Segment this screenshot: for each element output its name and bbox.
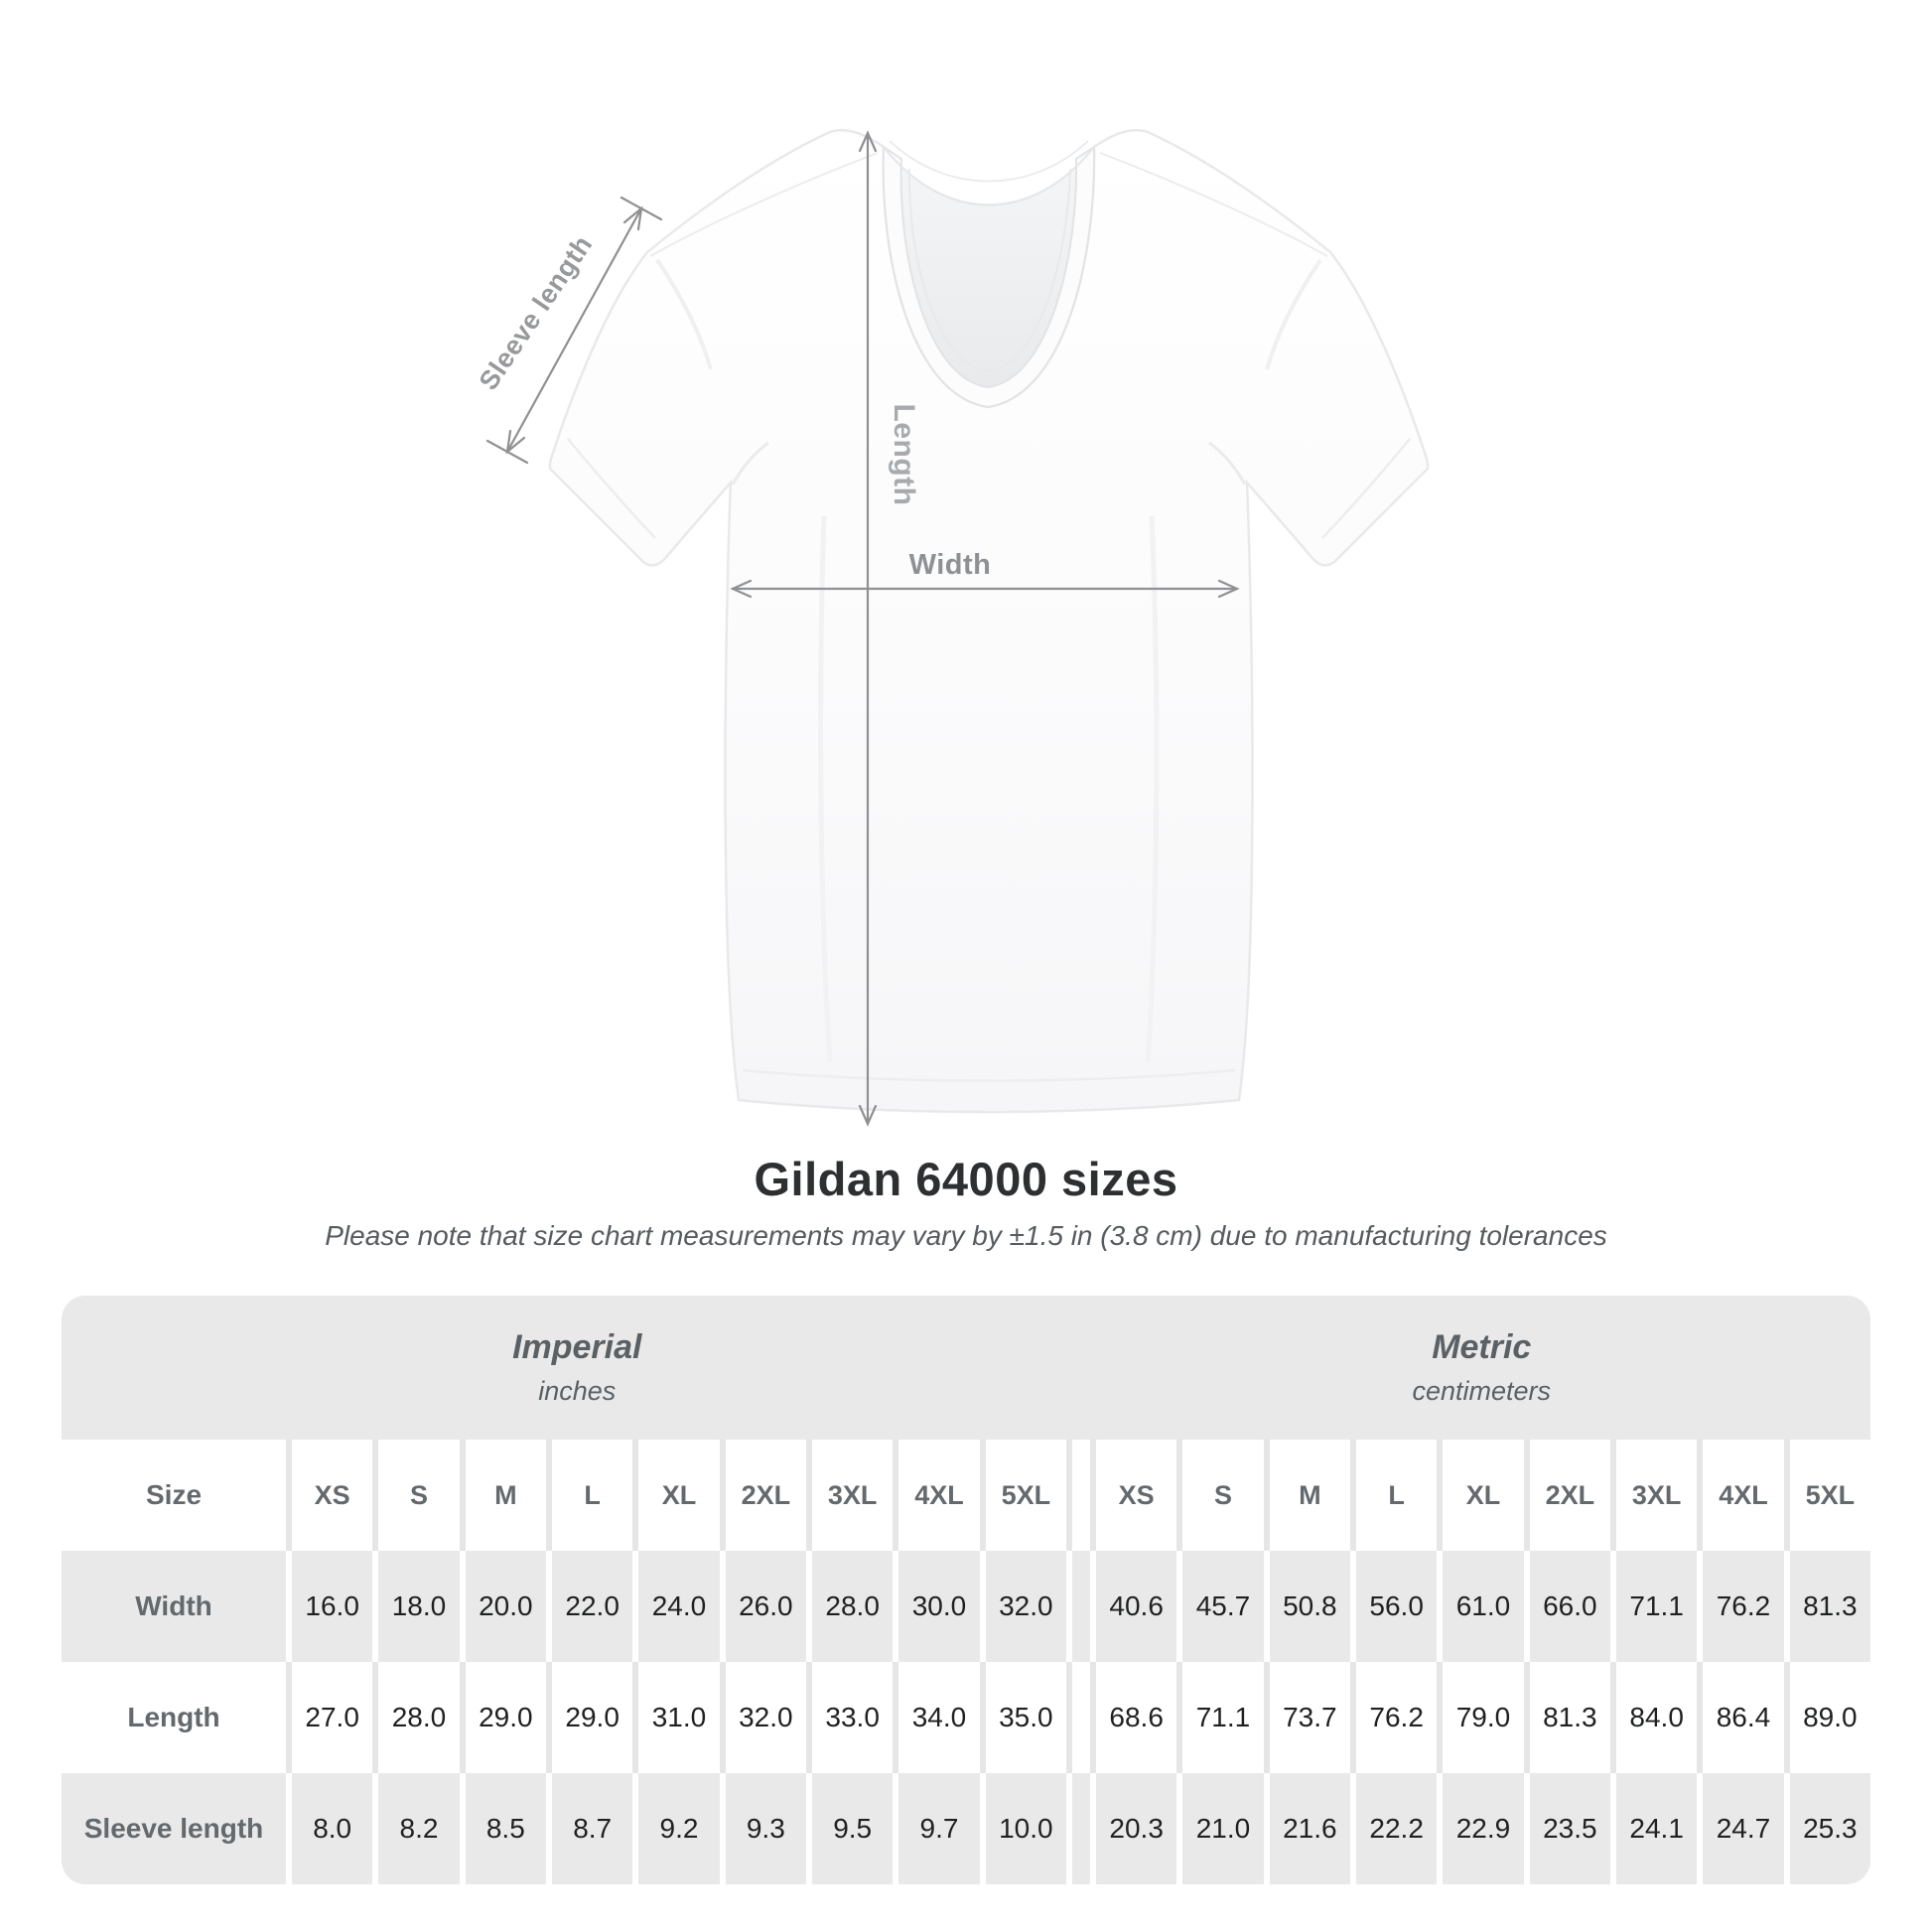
table-cell: 18.0 — [372, 1551, 459, 1662]
size-col-header: L — [1350, 1440, 1437, 1551]
table-cell: 50.8 — [1264, 1551, 1350, 1662]
table-cell: 76.2 — [1350, 1662, 1437, 1773]
size-col-header: XS — [1090, 1440, 1176, 1551]
table-cell: 76.2 — [1697, 1551, 1783, 1662]
mid-gap — [1066, 1662, 1090, 1773]
table-cell: 22.2 — [1350, 1773, 1437, 1884]
table-cell: 84.0 — [1610, 1662, 1697, 1773]
size-col-header: 2XL — [720, 1440, 806, 1551]
table-cell: 20.0 — [460, 1551, 546, 1662]
size-col-header: M — [460, 1440, 546, 1551]
row-label: Length — [62, 1662, 286, 1773]
size-col-header: S — [1176, 1440, 1263, 1551]
table-cell: 22.0 — [546, 1551, 632, 1662]
size-col-header: 2XL — [1524, 1440, 1610, 1551]
table-cell: 8.2 — [372, 1773, 459, 1884]
table-cell: 28.0 — [372, 1662, 459, 1773]
size-col-header: 4XL — [1697, 1440, 1783, 1551]
table-cell: 29.0 — [546, 1662, 632, 1773]
size-col-header: XL — [632, 1440, 719, 1551]
page-title: Gildan 64000 sizes — [754, 1153, 1178, 1205]
table-cell: 24.1 — [1610, 1773, 1697, 1884]
table-cell: 28.0 — [806, 1551, 893, 1662]
size-col-header: 5XL — [1784, 1440, 1870, 1551]
length-label: Length — [888, 403, 920, 506]
sleeve-length-label: Sleeve length — [473, 229, 599, 396]
width-label: Width — [908, 549, 992, 581]
table-cell: 16.0 — [286, 1551, 372, 1662]
table-cell: 21.6 — [1264, 1773, 1350, 1884]
table-cell: 8.0 — [286, 1773, 372, 1884]
table-cell: 71.1 — [1610, 1551, 1697, 1662]
table-cell: 8.7 — [546, 1773, 632, 1884]
table-cell: 81.3 — [1784, 1551, 1870, 1662]
size-col-header: 4XL — [893, 1440, 979, 1551]
imperial-title: Imperial — [512, 1328, 642, 1366]
metric-header — [1093, 1328, 1870, 1407]
table-cell: 71.1 — [1176, 1662, 1263, 1773]
size-col-header: S — [372, 1440, 459, 1551]
tolerance-note: Please note that size chart measurements may vary by ±1.5 in (3.8 cm) due to manufacturing tolerances — [325, 1220, 1607, 1251]
size-chart-card — [62, 1296, 1870, 1884]
tshirt-shape — [550, 130, 1428, 1112]
size-col-header: 3XL — [806, 1440, 893, 1551]
size-col-header: XS — [286, 1440, 372, 1551]
table-cell: 45.7 — [1176, 1551, 1263, 1662]
table-cell: 20.3 — [1090, 1773, 1176, 1884]
table-cell: 68.6 — [1090, 1662, 1176, 1773]
table-cell: 81.3 — [1524, 1662, 1610, 1773]
imperial-header — [62, 1328, 1093, 1407]
table-cell: 40.6 — [1090, 1551, 1176, 1662]
table-cell: 22.9 — [1437, 1773, 1523, 1884]
table-cell: 32.0 — [720, 1662, 806, 1773]
size-col-header: M — [1264, 1440, 1350, 1551]
table-cell: 26.0 — [720, 1551, 806, 1662]
table-cell: 10.0 — [980, 1773, 1066, 1884]
mid-gap — [1066, 1773, 1090, 1884]
table-cell: 8.5 — [460, 1773, 546, 1884]
size-col-header: 5XL — [980, 1440, 1066, 1551]
table-cell: 9.3 — [720, 1773, 806, 1884]
size-col-header: XL — [1437, 1440, 1523, 1551]
table-cell: 35.0 — [980, 1662, 1066, 1773]
table-header-band — [62, 1296, 1870, 1440]
row-label: Sleeve length — [62, 1773, 286, 1884]
size-col-header: L — [546, 1440, 632, 1551]
table-cell: 61.0 — [1437, 1551, 1523, 1662]
mid-gap — [1066, 1440, 1090, 1551]
row-label: Width — [62, 1551, 286, 1662]
table-cell: 56.0 — [1350, 1551, 1437, 1662]
metric-title: Metric — [1432, 1328, 1532, 1366]
mid-gap — [1066, 1551, 1090, 1662]
table-cell: 66.0 — [1524, 1551, 1610, 1662]
table-cell: 9.5 — [806, 1773, 893, 1884]
table-cell: 34.0 — [893, 1662, 979, 1773]
table-cell: 21.0 — [1176, 1773, 1263, 1884]
table-cell: 27.0 — [286, 1662, 372, 1773]
table-cell: 23.5 — [1524, 1773, 1610, 1884]
size-col-header: 3XL — [1610, 1440, 1697, 1551]
table-cell: 30.0 — [893, 1551, 979, 1662]
table-cell: 24.7 — [1697, 1773, 1783, 1884]
table-cell: 31.0 — [632, 1662, 719, 1773]
table-cell: 89.0 — [1784, 1662, 1870, 1773]
metric-unit: centimeters — [1412, 1376, 1552, 1406]
table-cell: 86.4 — [1697, 1662, 1783, 1773]
table-cell: 9.2 — [632, 1773, 719, 1884]
table-cell: 33.0 — [806, 1662, 893, 1773]
table-cell: 9.7 — [893, 1773, 979, 1884]
row-label: Size — [62, 1440, 286, 1551]
table-cell: 79.0 — [1437, 1662, 1523, 1773]
table-cell: 29.0 — [460, 1662, 546, 1773]
imperial-unit: inches — [538, 1376, 617, 1406]
table-cell: 32.0 — [980, 1551, 1066, 1662]
table-cell: 73.7 — [1264, 1662, 1350, 1773]
table-cell: 24.0 — [632, 1551, 719, 1662]
size-table-grid — [62, 1296, 1870, 1884]
table-cell: 25.3 — [1784, 1773, 1870, 1884]
